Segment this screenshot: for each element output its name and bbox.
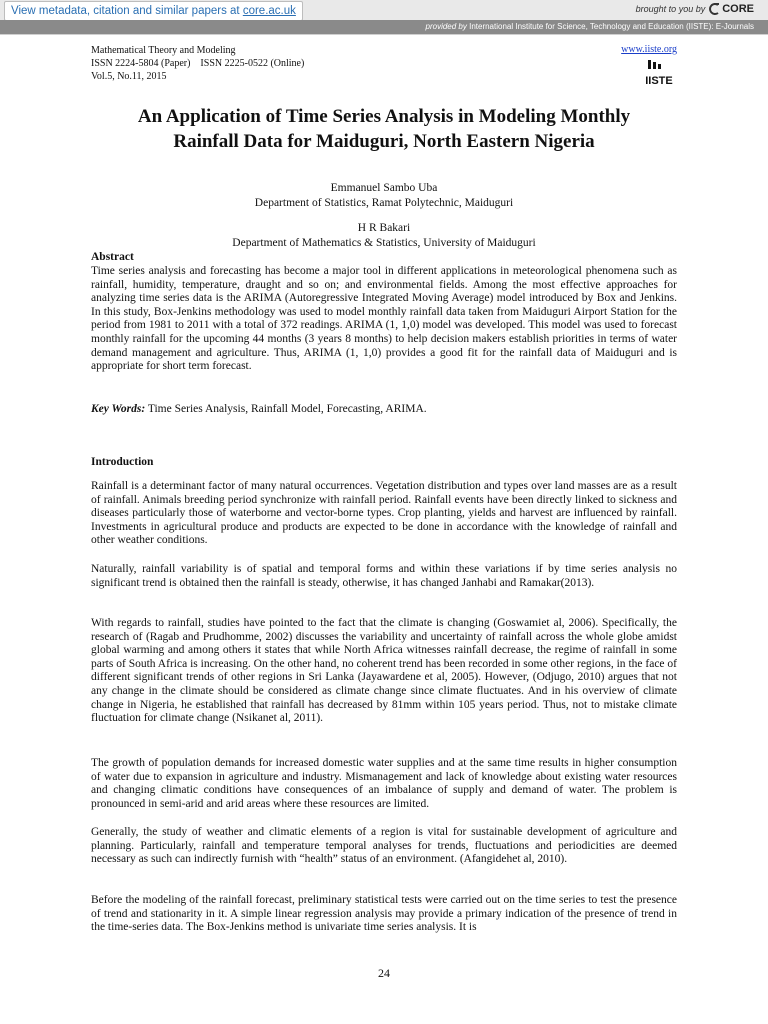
abstract-heading: Abstract (91, 251, 134, 263)
author-2-name: H R Bakari (357, 222, 411, 234)
paper-title (60, 104, 708, 154)
introduction-heading: Introduction (91, 456, 154, 468)
journal-volume: Vol.5, No.11, 2015 (91, 71, 167, 82)
author-1-affiliation: Department of Statistics, Ramat Polytechnic, Maiduguri (254, 197, 514, 209)
paragraph (91, 826, 677, 867)
paragraph (91, 617, 677, 726)
core-brand[interactable] (636, 2, 754, 16)
journal-name: Mathematical Theory and Modeling (91, 45, 236, 56)
title-line-1: An Application of Time Series Analysis in Modeling Monthly (137, 106, 631, 127)
paragraph-5: Generally, the study of weather and climatic elements of a region is vital for sustainable development of agriculture and planning. Particularly, rainfall and temperature temporal analyses for trends, fluctuations and periodicities are deemed necessary as such can indirectly furnish with “health” status of an environment. (Afangidehet al, 2010). (91, 826, 677, 866)
core-logo-label: CORE (722, 3, 754, 15)
paragraph (91, 563, 677, 590)
provider-name[interactable]: International Institute for Science, Technology and Education (IISTE): E-Journals (469, 22, 754, 31)
view-metadata-link[interactable] (4, 1, 303, 21)
paragraph-6: Before the modeling of the rainfall forecast, preliminary statistical tests were carried out on the time series to test the presence of trend and stationarity in it. A simple linear regression analysis may provide a primary indication of the presence of trend in the time-series data. The Box-Jenkins method is univariate time series analysis. It is (91, 894, 677, 934)
provided-by-text (426, 20, 755, 34)
author-2-affiliation: Department of Mathematics & Statistics, University of Maiduguri (232, 237, 536, 249)
abstract-text (91, 265, 677, 374)
abstract-body: Time series analysis and forecasting has become a major tool in different applications in meteorological phenomena such as rainfall, humidity, temperature, draught and so on; and environmental fields. Among the most effective approaches for analyzing time series data is the ARIMA (Autoregressive Integrated Moving Average) model introduced by Box and Jenkins. In this study, Box-Jenkins methodology was used to model monthly rainfall data taken from Maiduguri Airport Station for the period from 1981 to 2011 with a total of 372 readings. ARIMA (1, 1,0) model was developed. This model was used to forecast monthly rainfall for the upcoming 44 months (3 years 8 months) to help decision makers establish priorities in terms of water demand management and agriculture. Thus, ARIMA (1, 1,0) provides a good fit for the rainfall data of Maiduguri and is appropriate for short term forecast. (91, 265, 677, 373)
keywords-label: Key Words: (91, 403, 146, 415)
journal-issn: ISSN 2224-5804 (Paper) ISSN 2225-0522 (Online) (91, 58, 305, 69)
iiste-logo-text: IISTE (645, 75, 673, 87)
core-logo[interactable] (708, 2, 754, 16)
paragraph-1: Rainfall is a determinant factor of many natural occurrences. Vegetation distribution and types over land masses are as a result of rainfall. Animals breeding period synchronize with rainfall period. Rainfall events have been directly linked to sickness and diseases particularly those of waterborne and vector-borne types. Crop planting, yields and harvest are influenced by rainfall. Investments in agricultural produce and products are expected to be done in accordance with the knowledge of rainfall and other weather conditions. (91, 480, 677, 547)
provided-by-bar (0, 20, 768, 34)
core-logo-icon (708, 2, 720, 16)
keywords (91, 403, 427, 415)
paragraph-3: With regards to rainfall, studies have pointed to the fact that the climate is changing (Goswamiet al, 2006). Specifically, the research of (Ragab and Prudhomme, 2002) discusses the variability and uncertainty of rainfall across the whole globe amidst global warming and among others it states that while North Africa witnesses rainfall decrease, the regime of rainfall in some parts of South Africa is increasing. On the other hand, no coherent trend has been recorded in some other regions, in the face of different significant trends of other regions in Sri Lanka (Jayawardene et al, 2005). However, (Odjugo, 2010) argues that not any change in the climate should be considered as climate change since climate fluctuates. And in his overview of climate change in Nigeria, he established that rainfall has decreased by 81mm within 105 years period. Thus, not to mistake climate fluctuation for climate change (Nsikanet al, 2011). (91, 617, 677, 725)
provided-by-label: provided by (425, 22, 467, 31)
journal-header (91, 44, 304, 83)
iiste-logo (644, 60, 674, 88)
author-1 (60, 181, 708, 211)
author-2 (60, 221, 708, 251)
brought-to-you-text: brought to you by (635, 4, 706, 14)
keywords-text: Time Series Analysis, Rainfall Model, Forecasting, ARIMA. (145, 403, 427, 415)
author-1-name: Emmanuel Sambo Uba (330, 182, 438, 194)
title-line-2: Rainfall Data for Maiduguri, North Eastern Nigeria (173, 131, 595, 152)
view-metadata-text: View metadata, citation and similar papers at (11, 5, 243, 17)
core-banner (0, 0, 768, 35)
paragraph (91, 480, 677, 548)
paragraph (91, 757, 677, 811)
paragraph-2: Naturally, rainfall variability is of spatial and temporal forms and within these variations if by time series analysis no significant trend is obtained then the rainfall is steady, otherwise, it has changed Janhabi and Ramakar(2013). (91, 563, 677, 589)
paragraph-4: The growth of population demands for increased domestic water supplies and at the same time results in higher consumption of water due to expansion in agriculture and industry. Mismanagement and lack of knowledge about existing water resources and changing climatic conditions have consequences of an imbalance of supply and demand of water. The problem is pronounced in semi-arid and arid areas where these resources are limited. (91, 757, 677, 810)
page-number: 24 (378, 966, 390, 980)
core-site-link[interactable]: core.ac.uk (242, 5, 296, 17)
journal-url-link[interactable]: www.iiste.org (621, 44, 677, 55)
paragraph (91, 894, 677, 935)
